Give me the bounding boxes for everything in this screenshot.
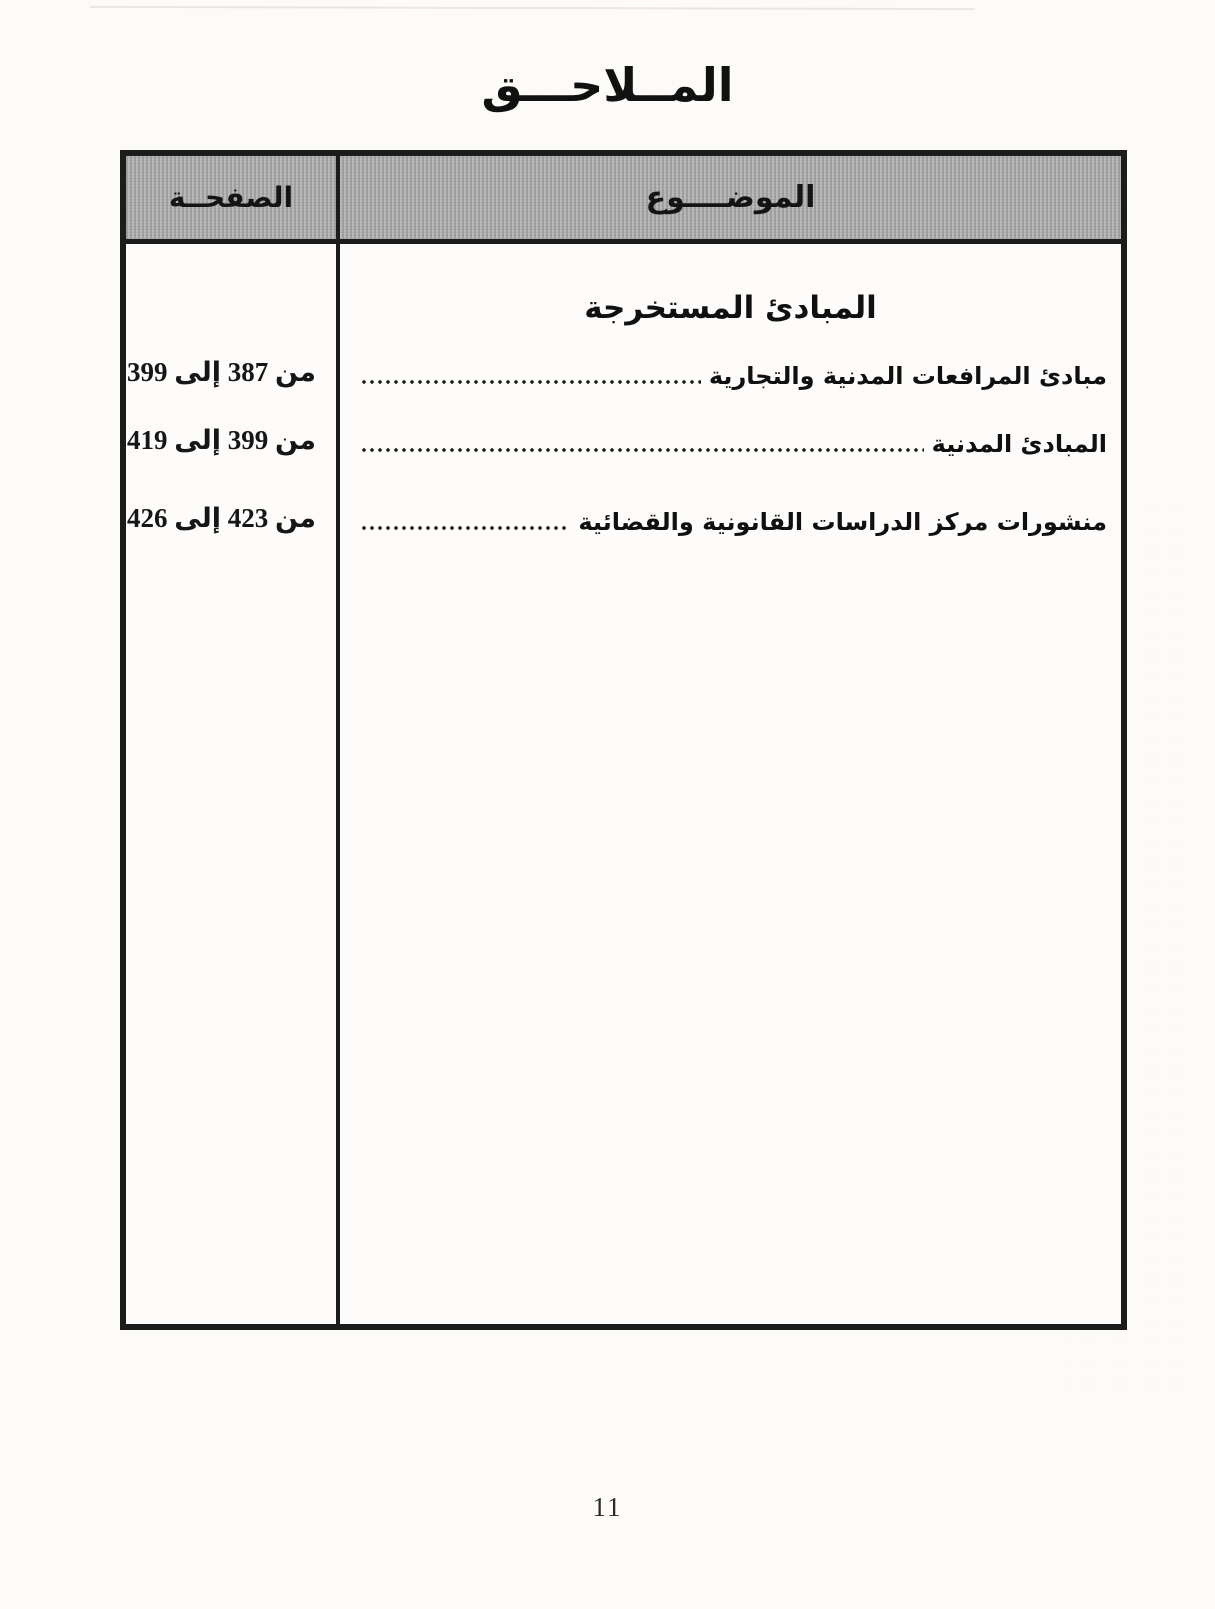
dotted-leader — [360, 444, 924, 454]
section-heading: المبادئ المستخرجة — [584, 290, 877, 326]
table-body — [126, 244, 1121, 1324]
page-range-value: من 423 إلى 426 — [127, 503, 316, 533]
column-header-subject: الموضــــوع — [645, 180, 816, 215]
subject-label: منشورات مركز الدراسات القانونية والقضائية — [578, 508, 1107, 536]
scan-artifact-streak — [90, 6, 975, 10]
subject-cell — [340, 508, 1121, 540]
toc-row — [126, 414, 1121, 462]
subject-cell — [340, 430, 1121, 462]
subject-label: مبادئ المرافعات المدنية والتجارية — [708, 362, 1107, 390]
page-range-value: من 387 إلى 399 — [127, 357, 316, 387]
page-number: 11 — [592, 1492, 623, 1522]
appendix-toc-table — [120, 150, 1127, 1330]
toc-row — [126, 346, 1121, 394]
page-title: المــلاحـــق — [481, 58, 734, 112]
table-header-row — [126, 156, 1121, 244]
column-header-page: الصفحــة — [126, 156, 340, 239]
subject-cell — [340, 362, 1121, 394]
subject-label: المبادئ المدنية — [931, 430, 1107, 458]
toc-row — [126, 492, 1121, 540]
dotted-leader — [360, 522, 570, 532]
dotted-leader — [360, 376, 701, 386]
page-range-value: من 399 إلى 419 — [127, 425, 316, 455]
column-divider — [336, 244, 340, 1324]
